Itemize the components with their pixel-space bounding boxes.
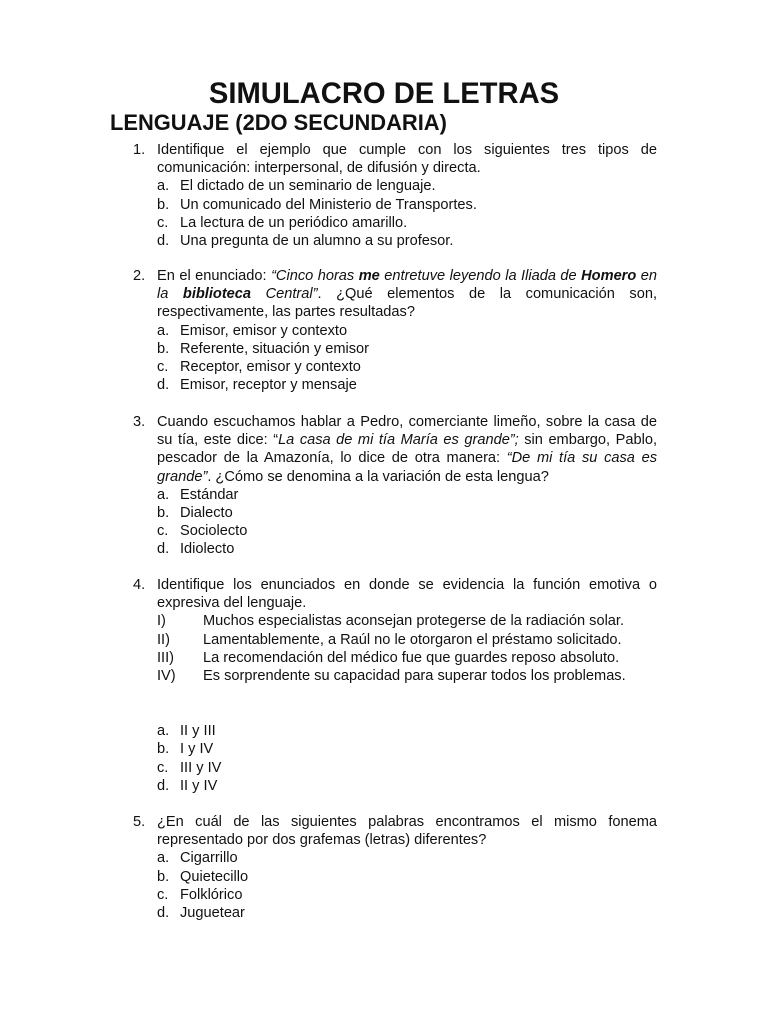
option-text: El dictado de un seminario de lenguaje.: [180, 178, 436, 195]
option-letter: a.: [157, 322, 170, 339]
statement-numeral: I): [157, 613, 166, 630]
option-letter: a.: [157, 850, 170, 867]
option-text: Sociolecto: [180, 523, 248, 540]
options-list: [157, 486, 657, 559]
quote-text: “De mi tía su casa es grande”: [157, 450, 657, 485]
option-a: [157, 849, 657, 867]
option-text: Juguetear: [180, 905, 245, 922]
option-c: [157, 759, 657, 777]
option-c: [157, 214, 657, 232]
options-list: [157, 849, 657, 922]
question-number: 4.: [133, 577, 146, 593]
option-letter: b.: [157, 196, 170, 213]
option-letter: c.: [157, 359, 169, 376]
option-c: [157, 522, 657, 540]
quote-bold-homero: Homero: [581, 268, 637, 284]
option-letter: c.: [157, 523, 169, 540]
option-text: Quietecillo: [180, 868, 249, 885]
option-d: [157, 540, 657, 558]
question-stem: Identifique los enunciados en donde se evidencia la función emotiva o expresiva del lenguaje.: [157, 577, 657, 612]
statement-numeral: III): [157, 649, 175, 666]
option-text: Folklórico: [180, 886, 243, 903]
option-d: [157, 904, 657, 922]
quote-text: en la: [157, 268, 657, 303]
option-b: [157, 340, 657, 358]
option-d: [157, 376, 657, 394]
option-d: [157, 777, 657, 795]
option-letter: d.: [157, 233, 170, 250]
quote-text: Central”: [251, 286, 318, 303]
question-2: [133, 267, 657, 394]
option-c: [157, 358, 657, 376]
option-b: [157, 868, 657, 886]
option-text: III y IV: [180, 759, 222, 776]
option-text: Dialecto: [180, 505, 233, 522]
option-a: [157, 177, 657, 195]
option-text: Estándar: [180, 486, 239, 503]
option-text: Emisor, receptor y mensaje: [180, 377, 357, 394]
option-letter: b.: [157, 868, 170, 885]
option-letter: b.: [157, 741, 170, 758]
option-letter: b.: [157, 505, 170, 522]
question-stem: Identifique el ejemplo que cumple con los siguientes tres tipos de comunicación: interpersonal, de difusión y directa.: [157, 142, 657, 177]
option-a: [157, 322, 657, 340]
page-title: SIMULACRO DE LETRAS: [208, 78, 560, 110]
question-stem: ¿En cuál de las siguientes palabras encontramos el mismo fonema representado por dos grafemas (letras) diferentes?: [157, 814, 657, 849]
option-text: II y III: [180, 723, 216, 740]
option-text: Referente, situación y emisor: [180, 340, 369, 357]
stem-text: . ¿Cómo se denomina a la variación de esta lengua?: [207, 468, 549, 485]
option-letter: d.: [157, 777, 170, 794]
statement-1: [157, 612, 657, 630]
question-stem: [157, 413, 657, 486]
option-b: [157, 740, 657, 758]
question-3: [133, 413, 657, 559]
option-text: Una pregunta de un alumno a su profesor.: [180, 233, 454, 250]
option-d: [157, 232, 657, 250]
option-text: Un comunicado del Ministerio de Transportes.: [180, 196, 477, 213]
option-letter: a.: [157, 723, 170, 740]
stem-text: Cuando escuchamos hablar a Pedro, comerciante limeño, sobre la casa de su tía, este dice: “: [157, 414, 657, 449]
option-letter: d.: [157, 377, 170, 394]
question-number: 5.: [133, 814, 146, 830]
quote-bold-me: me: [358, 268, 380, 284]
question-5: [133, 813, 657, 922]
option-letter: a.: [157, 178, 170, 195]
statement-numeral: IV): [157, 668, 176, 685]
option-a: [157, 486, 657, 504]
statement-4: [157, 667, 657, 685]
spacer: [157, 685, 657, 722]
question-stem: [157, 267, 657, 322]
option-text: Idiolecto: [180, 541, 235, 558]
statement-3: [157, 649, 657, 667]
stem-text: . ¿Qué elementos de la comunicación son, respectivamente, las partes resultadas?: [157, 286, 657, 321]
quote-text: “Cinco horas: [271, 268, 359, 284]
option-letter: a.: [157, 486, 170, 503]
options-list: [157, 722, 657, 795]
statement-text: Muchos especialistas aconsejan protegerse de la radiación solar.: [203, 613, 625, 630]
question-number: 1.: [133, 142, 146, 158]
option-a: [157, 722, 657, 740]
option-b: [157, 196, 657, 214]
stem-text: sin embargo, Pablo, pescador de la Amazonía, lo dice de otra manera:: [157, 432, 657, 467]
option-text: Receptor, emisor y contexto: [180, 359, 361, 376]
section-heading: LENGUAJE (2DO SECUNDARIA): [110, 110, 447, 135]
option-letter: b.: [157, 340, 170, 357]
statement-text: Es sorprendente su capacidad para superar todos los problemas.: [203, 668, 626, 685]
quote-text: entretuve leyendo la Iliada de: [379, 268, 582, 284]
question-number: 2.: [133, 268, 146, 284]
options-list: [157, 322, 657, 395]
option-text: Cigarrillo: [180, 850, 238, 867]
question-1: [133, 141, 657, 250]
option-text: La lectura de un periódico amarillo.: [180, 214, 408, 231]
options-list: [157, 177, 657, 250]
option-letter: d.: [157, 905, 170, 922]
statement-text: La recomendación del médico fue que guardes reposo absoluto.: [203, 649, 620, 666]
statement-2: [157, 631, 657, 649]
option-b: [157, 504, 657, 522]
option-letter: c.: [157, 886, 169, 903]
statement-text: Lamentablemente, a Raúl no le otorgaron el préstamo solicitado.: [203, 631, 622, 648]
option-letter: c.: [157, 759, 169, 776]
stem-text: En el enunciado:: [157, 268, 272, 284]
option-text: Emisor, emisor y contexto: [180, 322, 348, 339]
statement-numeral: II): [157, 631, 170, 648]
option-c: [157, 886, 657, 904]
quote-text: La casa de mi tía María es grande”;: [278, 432, 519, 449]
quote-bold-biblioteca: biblioteca: [182, 286, 252, 303]
question-number: 3.: [133, 414, 146, 430]
option-letter: d.: [157, 541, 170, 558]
option-text: I y IV: [180, 741, 214, 758]
statements-list: [157, 612, 657, 685]
option-text: II y IV: [180, 777, 218, 794]
question-4: [133, 576, 657, 795]
option-letter: c.: [157, 214, 169, 231]
